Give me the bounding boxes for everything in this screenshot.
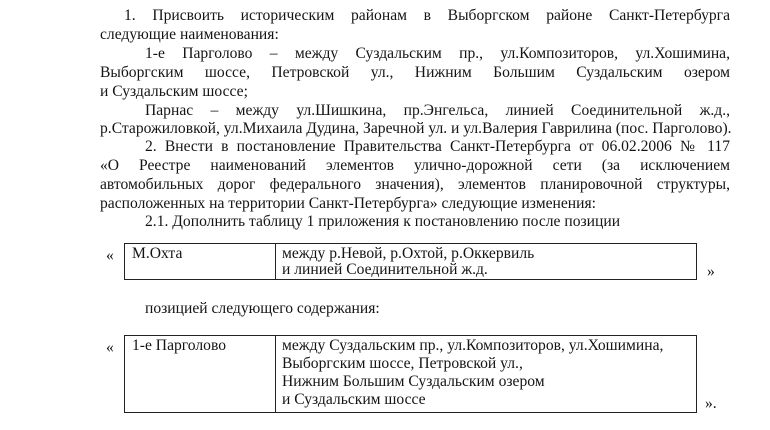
item-2-line-3: автомобильных дорог федерального значения), элементов планировочной структуры, — [100, 176, 730, 193]
table-1-column-divider — [275, 244, 276, 279]
parnas-line-2: р.Старожиловкой, ул.Михаила Дудина, Заречной ул. и ул.Валерия Гаврилина (пос. Парголово). — [100, 120, 732, 137]
item-2-1-line: 2.1. Дополнить таблицу 1 приложения к постановлению после позиции — [145, 213, 621, 230]
table-2-name-cell: 1-е Парголово — [132, 337, 227, 354]
table-2-description-line-1: между Суздальским пр., ул.Композиторов, ул.Хошимина, — [282, 337, 664, 354]
table-2-description-line-3: Нижним Большим Суздальским озером — [282, 373, 545, 390]
item-2-line-1: 2. Внести в постановление Правительства Санкт-Петербурга от 06.02.2006 № 117 — [145, 138, 730, 155]
table-1-close-quote: » — [707, 263, 715, 280]
table-1-description-line-1: между р.Невой, р.Охтой, р.Оккервиль — [282, 245, 535, 262]
pargolovo-line-2: Выборгским шоссе, Петровской ул., Нижним Большим Суздальским озером — [100, 64, 730, 81]
table-1-name-cell: М.Охта — [132, 245, 183, 262]
item-2-line-2: «О Реестре наименований элементов улично-дорожной сети (за исключением — [100, 157, 730, 174]
pargolovo-line-1: 1-е Парголово – между Суздальским пр., ул.Композиторов, ул.Хошимина, — [145, 45, 730, 62]
pargolovo-line-3: и Суздальским шоссе; — [100, 83, 248, 100]
table-1-open-quote: « — [106, 247, 114, 264]
parnas-line-1: Парнас – между ул.Шишкина, пр.Энгельса, линией Соединительной ж.д., — [145, 102, 730, 119]
table-2-close-quote: ». — [705, 395, 717, 412]
table-2-column-divider — [275, 336, 276, 412]
table-2-description-line-4: и Суздальским шоссе — [282, 391, 426, 408]
paragraph-1-line-2: следующие наименования: — [100, 26, 279, 43]
paragraph-1-line-1: 1. Присвоить историческим районам в Выборгском районе Санкт-Петербурга — [124, 7, 730, 24]
table-1-description-line-2: и линией Соединительной ж.д. — [282, 261, 488, 278]
table-2-description-line-2: Выборгским шоссе, Петровской ул., — [282, 355, 523, 372]
table-2 — [124, 335, 697, 413]
table-1 — [124, 243, 697, 280]
table-2-open-quote: « — [106, 339, 114, 356]
position-caption: позицией следующего содержания: — [145, 300, 380, 317]
item-2-line-4: расположенных на территории Санкт-Петербурга» следующие изменения: — [100, 195, 596, 212]
